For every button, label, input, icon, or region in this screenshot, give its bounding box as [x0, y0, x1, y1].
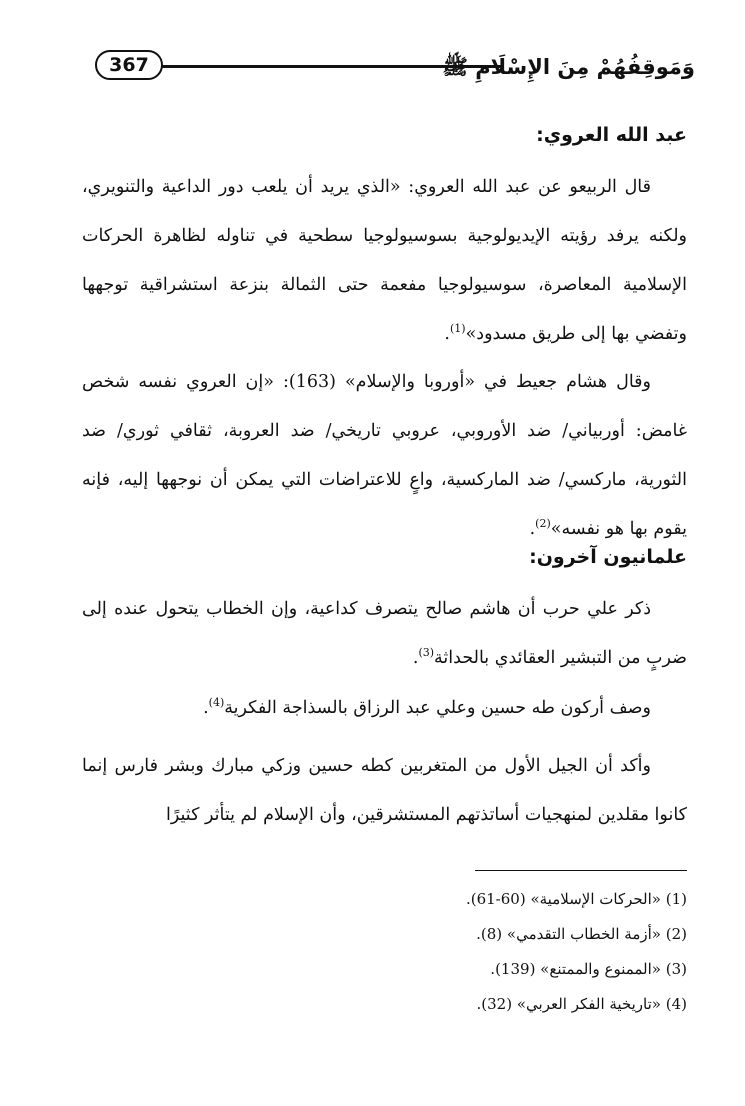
- footnote-separator: [475, 870, 687, 871]
- paragraph-text: ذكر علي حرب أن هاشم صالح يتصرف كداعية، وإن الخطاب يتحول عنده إلى ضربٍ من التبشير العقائدي بالحداثة: [82, 599, 687, 668]
- page-number: 367: [95, 50, 163, 80]
- footnote-4: (4) «تاريخية الفكر العربي» (32).: [476, 995, 687, 1013]
- footnote-3: (3) «الممنوع والممتنع» (139).: [490, 960, 687, 978]
- paragraph-text: وقال هشام جعيط في «أوروبا والإسلام» (163): «إن العروي نفسه شخص غامض: أوربياني/ ضد الأوروبي، عروبي تاريخي/ ضد العروبة، ثقافي ثوري/ ضد الثورية، ماركسي/ ضد الماركسية، واعٍ للاعتراضات التي يمكن أن نوجهها إليه، فإنه يقوم بها هو نفسه»: [82, 372, 687, 539]
- footnote-2: (2) «أزمة الخطاب التقدمي» (8).: [476, 925, 687, 943]
- paragraph-2: وقال هشام جعيط في «أوروبا والإسلام» (163): «إن العروي نفسه شخص غامض: أوربياني/ ضد الأوروبي، عروبي تاريخي/ ضد العروبة، ثقافي ثوري/ ضد الثورية، ماركسي/ ضد الماركسية، واعٍ للاعتراضات التي يمكن أن نوجهها إليه، فإنه يقوم بها هو نفسه»$^{(2)}$.: [82, 372, 687, 539]
- section-heading-others: [82, 540, 687, 574]
- section-heading: علمانيون آخرون:: [529, 546, 687, 568]
- section-heading: عبد الله العروي:: [536, 124, 687, 146]
- running-header: [95, 48, 695, 92]
- paragraph-3: ذكر علي حرب أن هاشم صالح يتصرف كداعية، وإن الخطاب يتحول عنده إلى ضربٍ من التبشير العقائدي بالحداثة$^{(3)}$.: [82, 599, 687, 668]
- section-heading-laroui: [82, 118, 687, 152]
- footnotes: [82, 882, 687, 1022]
- footnote-ref[interactable]: (4): [208, 696, 225, 710]
- footnote-ref[interactable]: (2): [535, 517, 551, 531]
- paragraph-4: وصف أركون طه حسين وعلي عبد الرزاق بالسذاجة الفكرية$^{(4)}$.: [203, 696, 651, 718]
- paragraph-text: قال الربيعو عن عبد الله العروي: «الذي يريد أن يلعب دور الداعية والتنويري، ولكنه يرفد رؤيته الإيديولوجية بسوسيولوجيا سطحية في تناوله لظاهرة الحركات الإسلامية المعاصرة، سوسيولوجيا مفعمة حتى الثمالة بنزعة استشراقية توجهها وتفضي بها إلى طريق مسدود»: [82, 177, 687, 344]
- footnote-1: (1) «الحركات الإسلامية» (60-61).: [465, 890, 687, 908]
- book-title: وَمَوقِفُهُمْ مِنَ الإِسْلَامِ ﷺ: [442, 55, 695, 79]
- paragraph-text: وأكد أن الجيل الأول من المتغربين كطه حسين وزكي مبارك وبشر فارس إنما كانوا مقلدين لمنهجيات أساتذتهم المستشرقين، وأن الإسلام لم يتأثر كثيرًا: [82, 756, 687, 825]
- paragraph-1: قال الربيعو عن عبد الله العروي: «الذي يريد أن يلعب دور الداعية والتنويري، ولكنه يرفد رؤيته الإيديولوجية بسوسيولوجيا سطحية في تناوله لظاهرة الحركات الإسلامية المعاصرة، سوسيولوجيا مفعمة حتى الثمالة بنزعة استشراقية توجهها وتفضي بها إلى طريق مسدود»$^{(1)}$.: [82, 177, 687, 344]
- paragraph-5: [82, 742, 687, 840]
- footnote-ref[interactable]: (3): [418, 646, 435, 660]
- footnote-ref[interactable]: (1): [449, 322, 466, 336]
- paragraph-text: وصف أركون طه حسين وعلي عبد الرزاق بالسذاجة الفكرية: [224, 698, 651, 718]
